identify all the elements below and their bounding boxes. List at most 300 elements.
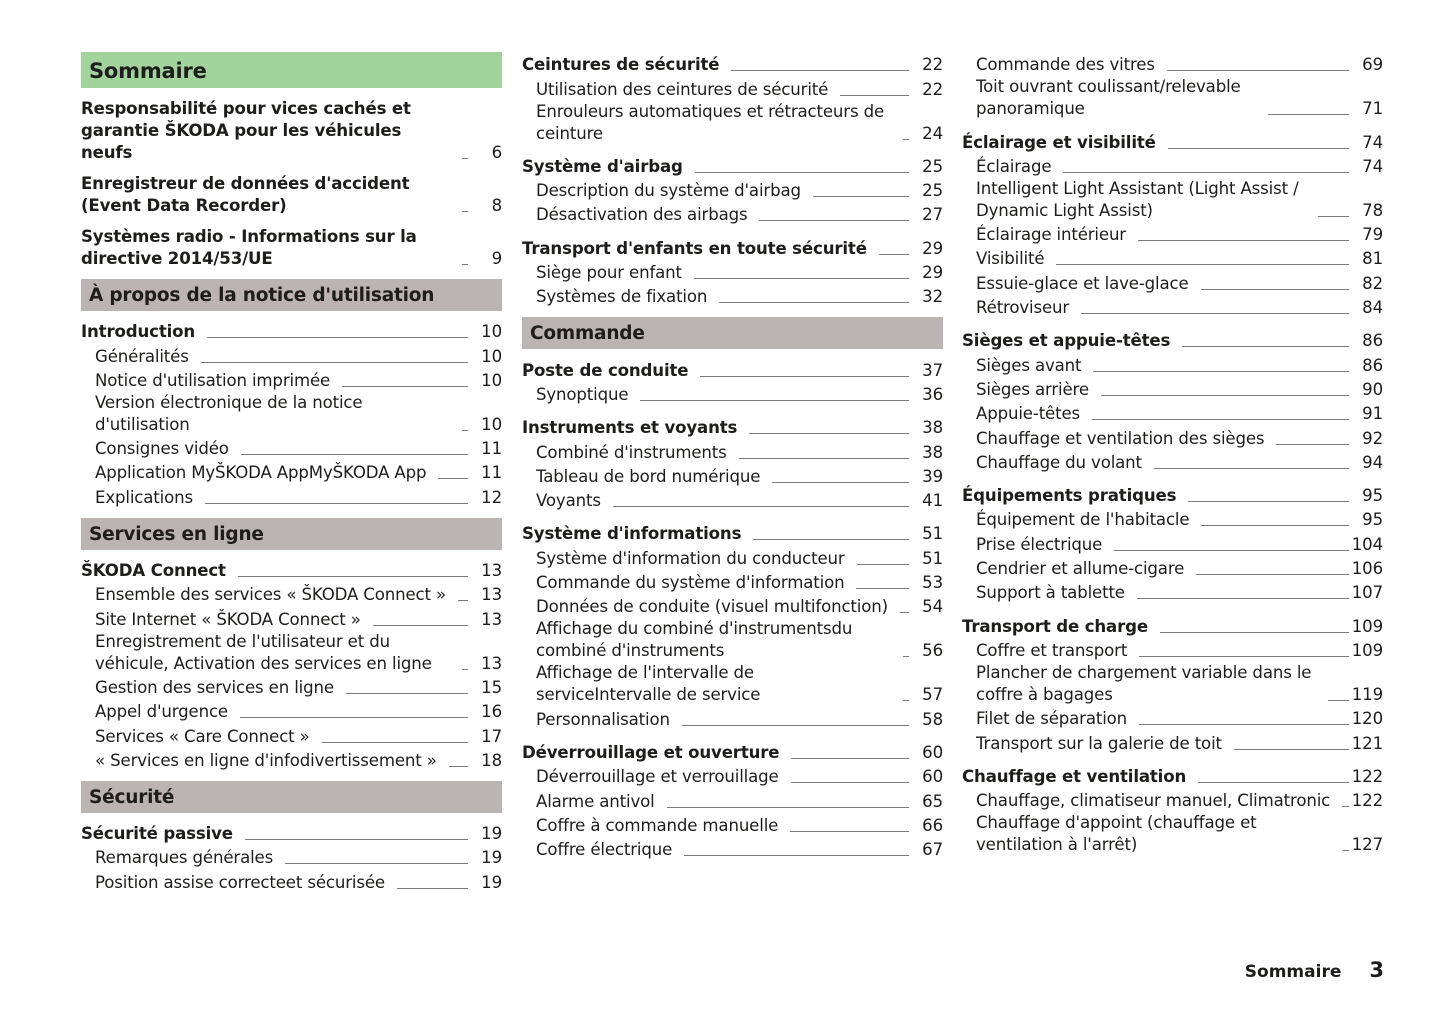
leader-line (201, 362, 468, 363)
entry-label: Siège pour enfant (536, 263, 682, 283)
toc-group-charge (962, 613, 1383, 754)
leader-line (753, 539, 909, 540)
leader-line (695, 172, 909, 173)
section-bar-commande: Commande (522, 317, 943, 349)
leader-line (1196, 574, 1349, 575)
entry-page: 53 (922, 573, 943, 593)
entry-label: Généralités (95, 346, 189, 366)
page-number: 3 (1369, 958, 1384, 982)
leader-line (1318, 216, 1349, 217)
leader-line (373, 625, 468, 626)
entry-page: 57 (922, 685, 943, 705)
entry-label: Éclairage (976, 156, 1052, 176)
entry-label: Coffre électrique (536, 840, 673, 860)
leader-line (207, 337, 468, 338)
entry-page: 22 (922, 79, 943, 99)
entry-page: 67 (922, 840, 943, 860)
toc-entry[interactable] (522, 594, 943, 618)
toc-entry[interactable] (962, 270, 1383, 294)
toc-column-1 (81, 52, 502, 903)
leader-line (684, 855, 909, 856)
toc-chapter-poste[interactable] (522, 357, 943, 381)
entry-page: 95 (1362, 510, 1383, 530)
toc-entry[interactable] (522, 570, 943, 594)
leader-line (791, 782, 909, 783)
entry-label: Systèmes de fixation (536, 287, 708, 307)
entry-page: 71 (1362, 99, 1383, 119)
toc-group-ceintures (522, 52, 943, 145)
leader-line (1139, 724, 1349, 725)
leader-line (1167, 70, 1349, 71)
entry-label: Affichage du combiné d'instrumentsdu combiné d'instruments (536, 619, 853, 661)
toc-entry[interactable] (522, 202, 943, 226)
section-bar-securite: Sécurité (81, 781, 502, 813)
leader-line (1201, 289, 1349, 290)
leader-line (840, 95, 909, 96)
toc-entry[interactable] (962, 352, 1383, 376)
toc-entry[interactable] (962, 730, 1383, 754)
toc-entry[interactable] (962, 507, 1383, 531)
entry-label: Support à tablette (976, 583, 1125, 603)
entry-page: 79 (1362, 225, 1383, 245)
entry-page: 74 (1362, 132, 1383, 152)
entry-page: 13 (481, 609, 502, 629)
leader-line (342, 386, 468, 387)
toc-group-enfants (522, 235, 943, 308)
toc-chapter-introduction[interactable] (81, 319, 502, 343)
toc-column-2 (522, 52, 943, 870)
entry-page: 9 (491, 249, 502, 268)
toc-group-instruments (522, 415, 943, 512)
toc-entry-radio[interactable] (81, 226, 502, 270)
entry-page: 120 (1351, 709, 1383, 729)
toc-entry[interactable] (962, 556, 1383, 580)
leader-line (1160, 632, 1349, 633)
leader-line (772, 482, 909, 483)
entry-page: 66 (922, 815, 943, 835)
leader-line (238, 576, 468, 577)
section-bar-apropos: À propos de la notice d'utilisation (81, 279, 502, 311)
sommaire-title-bar: Sommaire (81, 52, 502, 88)
entry-page: 19 (481, 872, 502, 892)
entry-label: Données de conduite (visuel multifonction) (536, 597, 888, 617)
entry-page: 86 (1362, 331, 1383, 351)
entry-page: 54 (922, 597, 943, 617)
entry-label: Synoptique (536, 384, 629, 404)
toc-entry[interactable] (81, 582, 502, 606)
leader-line (749, 433, 909, 434)
toc-entry[interactable] (962, 377, 1383, 401)
toc-entry[interactable] (81, 723, 502, 747)
entry-label: Chauffage et ventilation (962, 766, 1187, 786)
entry-page: 13 (481, 585, 502, 605)
entry-label: Sièges arrière (976, 379, 1089, 399)
leader-line (1063, 172, 1349, 173)
toc-entry[interactable] (81, 845, 502, 869)
toc-group-edr (81, 173, 502, 217)
leader-line (694, 278, 909, 279)
entry-label: Transport d'enfants en toute sécurité (522, 238, 867, 258)
entry-page: 38 (922, 442, 943, 462)
toc-chapter-skoda-connect[interactable] (81, 558, 502, 582)
leader-line (1139, 656, 1349, 657)
entry-label: Description du système d'airbag (536, 181, 801, 201)
entry-page: 25 (922, 156, 943, 176)
toc-entry[interactable] (81, 460, 502, 484)
entry-page: 56 (922, 641, 943, 661)
entry-page: 24 (922, 123, 943, 143)
toc-entry[interactable] (81, 343, 502, 367)
entry-page: 10 (481, 346, 502, 366)
leader-line (700, 376, 909, 377)
toc-entry[interactable] (962, 76, 1383, 120)
entry-label: Enregistreur de données d'accident (Event Data Recorder) (81, 174, 410, 215)
entry-page: 107 (1351, 583, 1383, 603)
entry-label: Systèmes radio - Informations sur la directive 2014/53/UE (81, 227, 417, 268)
section-bar-services: Services en ligne (81, 518, 502, 550)
entry-label: Ceintures de sécurité (522, 55, 720, 75)
toc-entry-edr[interactable] (81, 173, 502, 217)
leader-line (857, 564, 909, 565)
entry-label: Commande des vitres (976, 55, 1155, 75)
leader-line (1201, 525, 1349, 526)
entry-label: Plancher de chargement variable dans le coffre à bagages (976, 662, 1312, 704)
entry-page: 65 (922, 791, 943, 811)
toc-chapter-eclairage[interactable] (962, 129, 1383, 153)
entry-label: Éclairage intérieur (976, 225, 1126, 245)
entry-page: 119 (1351, 684, 1383, 704)
toc-group-chauffage (962, 764, 1383, 857)
toc-chapter-deverrouillage[interactable] (522, 740, 943, 764)
entry-label: Appel d'urgence (95, 702, 228, 722)
entry-page: 22 (922, 55, 943, 75)
toc-entry[interactable] (81, 436, 502, 460)
entry-page: 106 (1351, 559, 1383, 579)
toc-entry[interactable] (522, 813, 943, 837)
toc-group-introduction (81, 319, 502, 509)
footer-section-label: Sommaire (1244, 962, 1342, 982)
entry-label: Système d'information du conducteur (536, 548, 845, 568)
entry-label: Transport de charge (962, 616, 1148, 636)
toc-entry[interactable] (81, 869, 502, 893)
leader-line (1342, 806, 1349, 807)
entry-label: Essuie-glace et lave-glace (976, 273, 1189, 293)
entry-page: 27 (922, 205, 943, 225)
entry-label: Alarme antivol (536, 791, 655, 811)
leader-line (790, 831, 909, 832)
entry-page: 104 (1351, 534, 1383, 554)
toc-entry[interactable] (81, 606, 502, 630)
toc-entry[interactable] (81, 699, 502, 723)
entry-page: 15 (481, 677, 502, 697)
toc-chapter-sieges[interactable] (962, 328, 1383, 352)
leader-line (719, 302, 909, 303)
toc-group-radio (81, 226, 502, 270)
toc-entry[interactable] (962, 154, 1383, 178)
entry-label: Introduction (81, 322, 196, 342)
entry-label: Voyants (536, 491, 601, 511)
toc-entry[interactable] (962, 706, 1383, 730)
toc-entry[interactable] (522, 618, 943, 662)
entry-label: Cendrier et allume-cigare (976, 559, 1185, 579)
leader-line (682, 725, 909, 726)
leader-line (1138, 240, 1349, 241)
toc-group-continued (962, 52, 1383, 120)
leader-line (1168, 148, 1349, 149)
toc-chapter-charge[interactable] (962, 613, 1383, 637)
toc-entry[interactable] (962, 425, 1383, 449)
entry-label: Appuie-têtes (976, 404, 1081, 424)
entry-label: Gestion des services en ligne (95, 677, 334, 697)
toc-entry[interactable] (522, 101, 943, 145)
leader-line (1276, 444, 1349, 445)
toc-entry[interactable] (522, 439, 943, 463)
toc-entry[interactable] (81, 675, 502, 699)
entry-page: 60 (922, 767, 943, 787)
entry-label: « Services en ligne d'infodivertissement » (95, 750, 437, 770)
toc-entry[interactable] (522, 382, 943, 406)
entry-label: Transport sur la galerie de toit (976, 733, 1222, 753)
entry-label: Chauffage et ventilation des sièges (976, 428, 1265, 448)
toc-entry[interactable] (962, 295, 1383, 319)
entry-label: Chauffage du volant (976, 452, 1142, 472)
toc-entry[interactable] (522, 464, 943, 488)
entry-label: Remarques générales (95, 848, 274, 868)
leader-line (759, 220, 909, 221)
toc-entry[interactable] (81, 748, 502, 772)
toc-entry[interactable] (81, 392, 502, 436)
toc-entry[interactable] (962, 246, 1383, 270)
toc-chapter-enfants[interactable] (522, 235, 943, 259)
toc-chapter-ceintures[interactable] (522, 52, 943, 76)
entry-page: 12 (481, 487, 502, 507)
toc-entry[interactable] (81, 368, 502, 392)
toc-chapter-securite-passive[interactable] (81, 821, 502, 845)
entry-page: 78 (1362, 200, 1383, 220)
entry-page: 41 (922, 491, 943, 511)
entry-label: Désactivation des airbags (536, 205, 748, 225)
leader-line (640, 400, 909, 401)
entry-page: 122 (1351, 766, 1383, 786)
leader-line (438, 478, 468, 479)
toc-entry[interactable] (962, 401, 1383, 425)
toc-chapter-instruments[interactable] (522, 415, 943, 439)
entry-label: Position assise correcteet sécurisée (95, 872, 385, 892)
entry-page: 29 (922, 238, 943, 258)
entry-page: 74 (1362, 156, 1383, 176)
entry-label: Équipement de l'habitacle (976, 510, 1190, 530)
toc-entry[interactable] (522, 837, 943, 861)
leader-line (1056, 264, 1349, 265)
leader-line (1137, 598, 1349, 599)
toc-group-equipements (962, 483, 1383, 604)
leader-line (1328, 700, 1349, 701)
entry-label: Tableau de bord numérique (536, 466, 761, 486)
entry-page: 51 (922, 524, 943, 544)
entry-page: 109 (1351, 640, 1383, 660)
toc-entry[interactable] (522, 488, 943, 512)
entry-label: Instruments et voyants (522, 418, 738, 438)
leader-line (346, 693, 468, 694)
entry-label: Site Internet « ŠKODA Connect » (95, 609, 361, 629)
page-footer (1200, 958, 1384, 982)
toc-entry[interactable] (962, 788, 1383, 812)
entry-page: 60 (922, 742, 943, 762)
entry-page: 16 (481, 702, 502, 722)
entry-page: 121 (1351, 733, 1383, 753)
entry-page: 109 (1351, 616, 1383, 636)
leader-line (322, 742, 468, 743)
entry-page: 6 (491, 143, 502, 162)
entry-page: 19 (481, 824, 502, 844)
entry-label: Éclairage et visibilité (962, 132, 1156, 152)
entry-label: ŠKODA Connect (81, 561, 226, 581)
entry-label: Déverrouillage et ouverture (522, 742, 780, 762)
toc-entry[interactable] (962, 662, 1383, 706)
toc-group-front-matter (81, 98, 502, 164)
entry-label: Coffre à commande manuelle (536, 815, 779, 835)
toc-entry[interactable] (522, 260, 943, 284)
entry-page: 84 (1362, 298, 1383, 318)
entry-label: Application MyŠKODA AppMyŠKODA App (95, 463, 427, 483)
toc-entry[interactable] (522, 788, 943, 812)
toc-group-informations (522, 521, 943, 730)
entry-label: Ensemble des services « ŠKODA Connect » (95, 585, 446, 605)
entry-label: Services « Care Connect » (95, 726, 310, 746)
entry-label: Poste de conduite (522, 360, 689, 380)
toc-entry[interactable] (962, 222, 1383, 246)
toc-entry[interactable] (962, 52, 1383, 76)
entry-page: 94 (1362, 452, 1383, 472)
entry-page: 58 (922, 709, 943, 729)
toc-chapter-equipements[interactable] (962, 483, 1383, 507)
entry-page: 17 (481, 726, 502, 746)
entry-page: 19 (481, 848, 502, 868)
toc-group-eclairage (962, 129, 1383, 319)
leader-line (205, 503, 468, 504)
toc-entry[interactable] (962, 638, 1383, 662)
leader-line (791, 758, 909, 759)
entry-page: 127 (1351, 835, 1383, 855)
toc-entry[interactable] (522, 662, 943, 706)
entry-label: Système d'airbag (522, 156, 683, 176)
entry-label: Rétroviseur (976, 298, 1070, 318)
leader-line (397, 888, 468, 889)
leader-line (1092, 419, 1349, 420)
entry-label: Sécurité passive (81, 824, 233, 844)
entry-page: 32 (922, 287, 943, 307)
leader-line (1114, 550, 1349, 551)
toc-chapter-informations[interactable] (522, 521, 943, 545)
toc-group-airbag (522, 154, 943, 227)
entry-page: 37 (922, 360, 943, 380)
toc-entry[interactable] (962, 450, 1383, 474)
entry-label: Combiné d'instruments (536, 442, 727, 462)
entry-page: 39 (922, 466, 943, 486)
toc-entry[interactable] (522, 764, 943, 788)
leader-line (1101, 395, 1349, 396)
entry-page: 10 (481, 414, 502, 434)
leader-line (1182, 346, 1349, 347)
entry-label: Chauffage d'appoint (chauffage et ventilation à l'arrêt) (976, 813, 1257, 855)
toc-entry[interactable] (962, 812, 1383, 856)
entry-page: 11 (481, 439, 502, 459)
leader-line (813, 196, 909, 197)
entry-page: 13 (481, 561, 502, 581)
leader-line (449, 766, 468, 767)
entry-label: Notice d'utilisation imprimée (95, 370, 331, 390)
toc-group-skoda-connect (81, 558, 502, 772)
toc-entry[interactable] (962, 531, 1383, 555)
entry-label: Version électronique de la notice d'utilisation (95, 392, 363, 434)
entry-page: 86 (1362, 355, 1383, 375)
entry-page: 122 (1351, 791, 1383, 811)
entry-page: 10 (481, 370, 502, 390)
entry-page: 8 (491, 196, 502, 215)
toc-chapter-chauffage[interactable] (962, 764, 1383, 788)
entry-page: 10 (481, 322, 502, 342)
entry-page: 95 (1362, 486, 1383, 506)
toc-column-3 (962, 52, 1383, 865)
entry-page: 36 (922, 384, 943, 404)
toc-entry[interactable] (962, 580, 1383, 604)
toc-entry[interactable] (522, 545, 943, 569)
leader-line (879, 254, 909, 255)
entry-label: Sièges et appuie-têtes (962, 331, 1171, 351)
entry-label: Filet de séparation (976, 709, 1128, 729)
leader-line (731, 70, 909, 71)
entry-page: 81 (1362, 249, 1383, 269)
toc-group-deverrouillage (522, 740, 943, 861)
entry-label: Sièges avant (976, 355, 1082, 375)
toc-entry[interactable] (522, 284, 943, 308)
leader-line (739, 458, 909, 459)
entry-label: Coffre et transport (976, 640, 1128, 660)
entry-label: Toit ouvrant coulissant/relevable panoramique (976, 77, 1241, 119)
toc-entry[interactable] (522, 178, 943, 202)
toc-entry-garantie[interactable] (81, 98, 502, 164)
entry-label: Enregistrement de l'utilisateur et du véhicule, Activation des services en ligne (95, 631, 432, 673)
toc-entry[interactable] (81, 484, 502, 508)
entry-label: Utilisation des ceintures de sécurité (536, 79, 829, 99)
toc-group-securite-passive (81, 821, 502, 894)
leader-line (1268, 114, 1349, 115)
toc-entry[interactable] (81, 631, 502, 675)
leader-line (900, 612, 909, 613)
entry-label: Intelligent Light Assistant (Light Assist / Dynamic Light Assist) (976, 178, 1299, 220)
entry-label: Consignes vidéo (95, 439, 229, 459)
toc-entry[interactable] (522, 76, 943, 100)
leader-line (245, 839, 468, 840)
entry-label: Explications (95, 487, 193, 507)
entry-label: Responsabilité pour vices cachés et garantie ŠKODA pour les véhicules neufs (81, 99, 411, 162)
toc-chapter-airbag[interactable] (522, 154, 943, 178)
leader-line (1198, 782, 1349, 783)
leader-line (667, 807, 909, 808)
entry-page: 91 (1362, 404, 1383, 424)
leader-line (458, 600, 468, 601)
toc-entry[interactable] (962, 178, 1383, 222)
entry-label: Déverrouillage et verrouillage (536, 767, 779, 787)
toc-entry[interactable] (522, 706, 943, 730)
entry-page: 13 (481, 653, 502, 673)
entry-page: 29 (922, 263, 943, 283)
leader-line (856, 588, 909, 589)
entry-label: Affichage de l'intervalle de serviceIntervalle de service (536, 663, 761, 705)
entry-page: 69 (1362, 55, 1383, 75)
entry-page: 11 (481, 463, 502, 483)
entry-label: Équipements pratiques (962, 486, 1177, 506)
